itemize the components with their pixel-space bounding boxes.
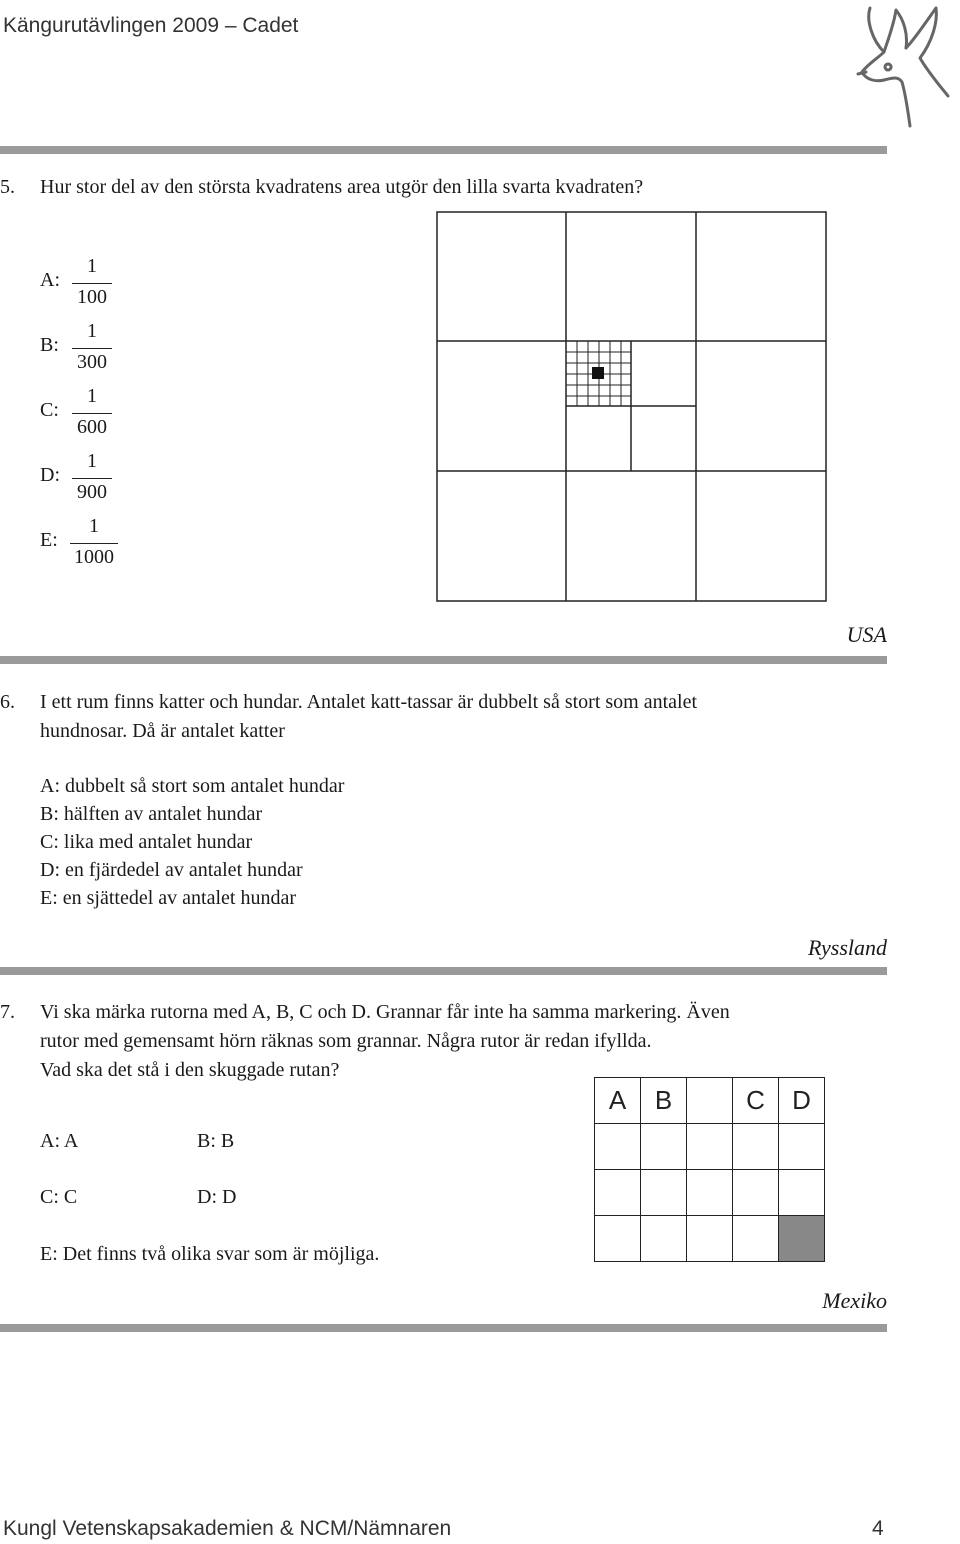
country-label: Mexiko (822, 1288, 887, 1313)
question-text-line: Vad ska det stå i den skuggade rutan? (40, 1059, 340, 1081)
divider-bar (0, 1324, 887, 1332)
option-denominator: 1000 (74, 546, 114, 568)
option-label: C: (40, 399, 59, 421)
grid-cell: B (641, 1078, 687, 1124)
grid-cell (641, 1216, 687, 1262)
question-number: 7. (0, 1001, 15, 1023)
nested-squares-figure (436, 211, 828, 603)
option-d: D: en fjärdedel av antalet hundar (40, 859, 303, 881)
grid-cell (641, 1170, 687, 1216)
question-number: 5. (0, 176, 15, 198)
kangaroo-logo (848, 0, 954, 130)
grid-cell (779, 1124, 825, 1170)
question-text-line: Vi ska märka rutorna med A, B, C och D. Grannar får inte ha samma markering. Även (40, 1001, 730, 1023)
grid-row (595, 1216, 825, 1262)
grid-cell: C (733, 1078, 779, 1124)
option-label: A: (40, 269, 60, 291)
fraction-line (72, 348, 112, 349)
option-denominator: 100 (77, 286, 107, 308)
question-text: Hur stor del av den största kvadratens area utgör den lilla svarta kvadraten? (40, 176, 644, 198)
footer-text: Kungl Vetenskapsakademien & NCM/Nämnaren (3, 1517, 452, 1540)
option-d: D: D (197, 1186, 237, 1208)
option-numerator: 1 (89, 515, 99, 537)
question-number: 6. (0, 691, 15, 713)
option-label: D: (40, 464, 60, 486)
option-c: C: C (40, 1186, 78, 1208)
option-numerator: 1 (87, 385, 97, 407)
question-text-line: rutor med gemensamt hörn räknas som grannar. Några rutor är redan ifyllda. (40, 1030, 652, 1052)
grid-cell (733, 1170, 779, 1216)
country-label: Ryssland (807, 935, 887, 960)
grid-cell (733, 1124, 779, 1170)
grid-cell: A (595, 1078, 641, 1124)
fraction-line (70, 543, 118, 544)
fraction-line (72, 413, 112, 414)
grid-cell (687, 1124, 733, 1170)
divider-bar (0, 146, 887, 154)
grid-row (595, 1078, 825, 1124)
option-numerator: 1 (87, 450, 97, 472)
option-denominator: 900 (77, 481, 107, 503)
divider-bar (0, 967, 887, 975)
page-number: 4 (872, 1517, 884, 1540)
page-header-title: Kängurutävlingen 2009 – Cadet (3, 14, 299, 37)
grid-cell (595, 1124, 641, 1170)
fraction-line (72, 283, 112, 284)
grid-cell (687, 1078, 733, 1124)
divider-bar (0, 656, 887, 664)
option-c: C: lika med antalet hundar (40, 831, 253, 853)
option-a: A: A (40, 1130, 79, 1152)
option-b: B: hälften av antalet hundar (40, 803, 263, 825)
option-denominator: 600 (77, 416, 107, 438)
grid-row (595, 1124, 825, 1170)
grid-cell (687, 1170, 733, 1216)
shaded-cell (779, 1216, 825, 1262)
grid-cell (595, 1170, 641, 1216)
option-label: B: (40, 334, 59, 356)
option-e: E: en sjättedel av antalet hundar (40, 887, 297, 909)
letter-grid (594, 1077, 825, 1262)
grid-row (595, 1170, 825, 1216)
question-text-line: I ett rum finns katter och hundar. Antalet katt-tassar är dubbelt så stort som antalet (40, 691, 698, 713)
question-text-line: hundnosar. Då är antalet katter (40, 720, 285, 742)
fraction-line (72, 478, 112, 479)
small-black-square (592, 367, 604, 379)
option-label: E: (40, 529, 58, 551)
option-b: B: B (197, 1130, 235, 1152)
country-label: USA (846, 622, 887, 647)
option-denominator: 300 (77, 351, 107, 373)
option-numerator: 1 (87, 255, 97, 277)
grid-cell (595, 1216, 641, 1262)
grid-cell (687, 1216, 733, 1262)
grid-cell: D (779, 1078, 825, 1124)
grid-cell (733, 1216, 779, 1262)
option-a: A: dubbelt så stort som antalet hundar (40, 775, 345, 797)
option-numerator: 1 (87, 320, 97, 342)
option-e: E: Det finns två olika svar som är möjliga. (40, 1243, 380, 1265)
grid-cell (641, 1124, 687, 1170)
grid-cell (779, 1170, 825, 1216)
